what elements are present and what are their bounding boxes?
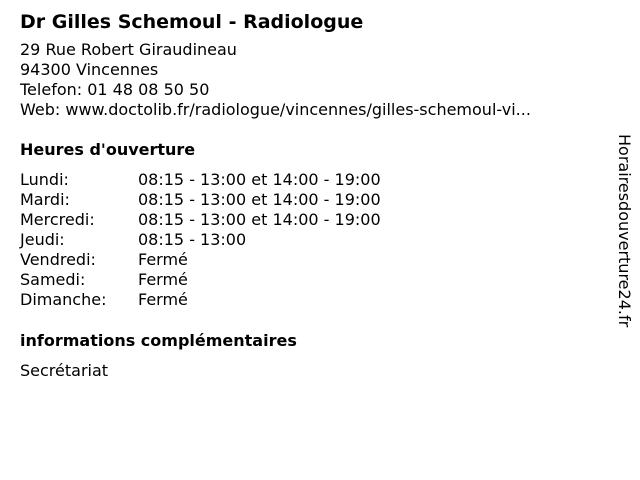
address-street: 29 Rue Robert Giraudineau bbox=[20, 40, 237, 59]
hours-time: 08:15 - 13:00 et 14:00 - 19:00 bbox=[138, 210, 381, 229]
hours-day: Samedi: bbox=[20, 270, 86, 289]
hours-time: 08:15 - 13:00 et 14:00 - 19:00 bbox=[138, 170, 381, 189]
hours-row-wednesday bbox=[20, 210, 600, 230]
hours-row-monday bbox=[20, 170, 600, 190]
hours-day: Jeudi: bbox=[20, 230, 65, 249]
hours-day: Lundi: bbox=[20, 170, 69, 189]
hours-day: Vendredi: bbox=[20, 250, 96, 269]
info-heading: informations complémentaires bbox=[20, 331, 297, 350]
web-line: Web: www.doctolib.fr/radiologue/vincennes/gilles-schemoul-vi... bbox=[20, 100, 531, 119]
hours-time: Fermé bbox=[138, 290, 188, 309]
hours-row-friday bbox=[20, 250, 600, 270]
site-watermark: Horairesdouverture24.fr bbox=[615, 134, 634, 328]
hours-heading: Heures d'ouverture bbox=[20, 140, 196, 159]
address-block bbox=[20, 40, 600, 120]
hours-time: 08:15 - 13:00 bbox=[138, 230, 247, 249]
hours-time: 08:15 - 13:00 et 14:00 - 19:00 bbox=[138, 190, 381, 209]
hours-time: Fermé bbox=[138, 270, 188, 289]
hours-row-tuesday bbox=[20, 190, 600, 210]
hours-time: Fermé bbox=[138, 250, 188, 269]
hours-row-sunday bbox=[20, 290, 600, 310]
info-text: Secrétariat bbox=[20, 361, 109, 380]
hours-table bbox=[20, 170, 600, 310]
hours-day: Dimanche: bbox=[20, 290, 107, 309]
hours-row-saturday bbox=[20, 270, 600, 290]
hours-day: Mardi: bbox=[20, 190, 70, 209]
address-city: 94300 Vincennes bbox=[20, 60, 159, 79]
hours-row-thursday bbox=[20, 230, 600, 250]
business-card bbox=[20, 8, 600, 381]
hours-day: Mercredi: bbox=[20, 210, 95, 229]
business-title: Dr Gilles Schemoul - Radiologue bbox=[20, 11, 364, 33]
phone-line: Telefon: 01 48 08 50 50 bbox=[20, 80, 210, 99]
